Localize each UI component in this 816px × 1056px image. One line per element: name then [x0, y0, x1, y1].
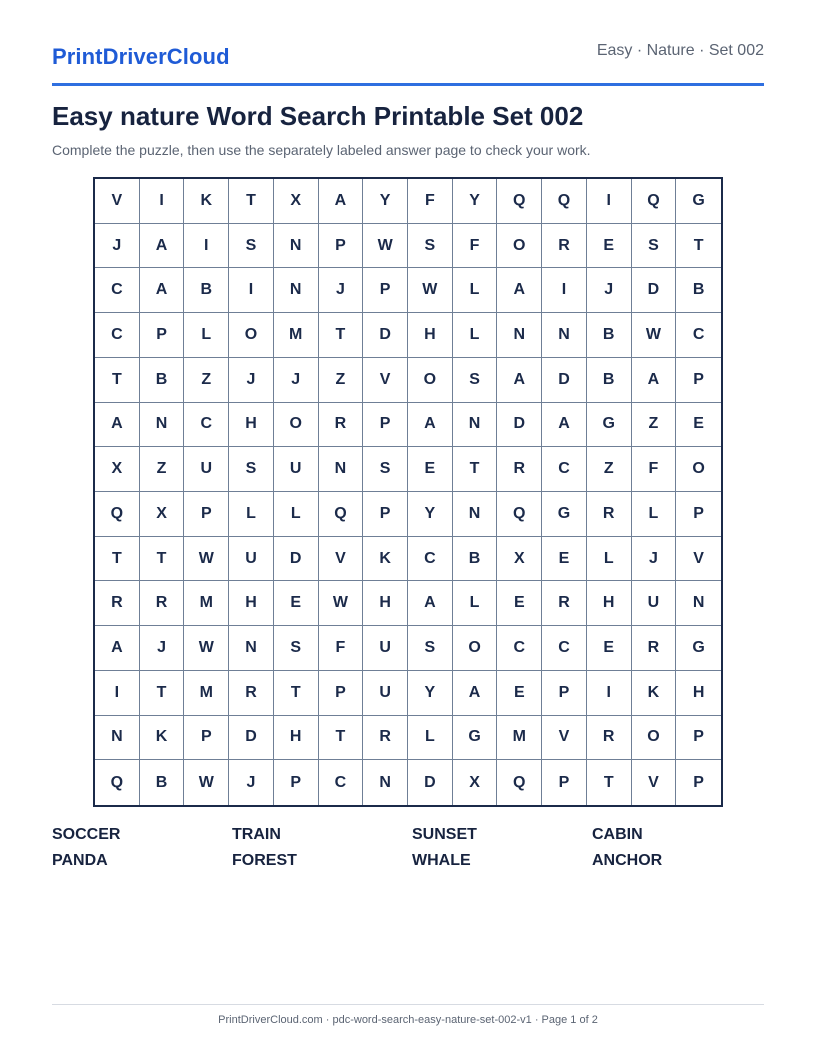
grid-cell[interactable]: O [676, 447, 721, 492]
grid-cell[interactable]: N [274, 268, 319, 313]
grid-cell[interactable]: Y [363, 179, 408, 224]
word-list-item: TRAIN [232, 826, 281, 843]
grid-cell[interactable]: A [408, 581, 453, 626]
grid-cell[interactable]: C [542, 447, 587, 492]
grid-cell[interactable]: V [542, 716, 587, 761]
grid-cell[interactable]: E [542, 537, 587, 582]
grid-cell[interactable]: O [274, 403, 319, 448]
grid-cell[interactable]: P [693, 773, 704, 791]
grid-cell[interactable]: E [676, 403, 721, 448]
grid-cell[interactable]: X [95, 447, 140, 492]
grid-cell[interactable]: O [497, 224, 542, 269]
grid-cell[interactable]: J [140, 626, 185, 671]
grid-cell[interactable]: N [453, 403, 498, 448]
grid-cell[interactable]: H [229, 403, 274, 448]
grid-cell[interactable]: I [229, 268, 274, 313]
grid-cell[interactable]: S [632, 224, 677, 269]
grid-cell[interactable]: Q [319, 492, 364, 537]
grid-cell[interactable]: S [408, 626, 453, 671]
grid-cell[interactable]: V [319, 537, 364, 582]
grid-cell[interactable]: F [319, 626, 364, 671]
grid-cell[interactable]: F [408, 179, 453, 224]
page-footer: PrintDriverCloud.com · pdc-word-search-easy-nature-set-002-v1 · Page 1 of 2 [218, 1014, 598, 1026]
grid-cell[interactable]: A [140, 224, 185, 269]
grid-cell[interactable]: R [95, 581, 140, 626]
grid-cell[interactable]: I [587, 671, 632, 716]
grid-cell[interactable]: L [408, 716, 453, 761]
grid-cell[interactable]: T [95, 537, 140, 582]
grid-cell[interactable]: T [274, 671, 319, 716]
grid-cell[interactable]: O [453, 626, 498, 671]
grid-cell[interactable]: B [140, 358, 185, 403]
grid-cell[interactable]: A [408, 403, 453, 448]
grid-cell[interactable]: X [453, 760, 498, 805]
grid-cell[interactable]: Q [497, 179, 542, 224]
grid-cell[interactable]: C [319, 760, 364, 805]
grid-cell[interactable]: S [274, 626, 319, 671]
grid-cell[interactable]: C [408, 537, 453, 582]
grid-cell[interactable]: P [542, 671, 587, 716]
grid-cell[interactable]: G [676, 626, 721, 671]
grid-cell[interactable]: Q [497, 492, 542, 537]
grid-cell[interactable]: C [497, 626, 542, 671]
grid-cell[interactable]: B [184, 268, 229, 313]
grid-cell[interactable]: X [497, 537, 542, 582]
grid-cell[interactable]: P [184, 492, 229, 537]
grid-cell[interactable]: W [184, 537, 229, 582]
grid-cell[interactable]: D [229, 716, 274, 761]
grid-cell[interactable]: A [632, 358, 677, 403]
grid-cell[interactable]: Y [453, 179, 498, 224]
grid-cell[interactable]: Y [408, 492, 453, 537]
grid-cell[interactable]: B [587, 313, 632, 358]
grid-cell[interactable]: T [140, 671, 185, 716]
grid-cell[interactable]: N [453, 492, 498, 537]
grid-cell[interactable]: Q [542, 179, 587, 224]
grid-cell[interactable]: D [632, 268, 677, 313]
grid-cell[interactable]: F [632, 447, 677, 492]
grid-cell[interactable]: N [140, 403, 185, 448]
grid-cell[interactable]: J [95, 224, 140, 269]
grid-cell[interactable]: A [95, 626, 140, 671]
grid-cell[interactable]: W [408, 268, 453, 313]
grid-cell[interactable]: P [542, 760, 587, 805]
grid-cell[interactable]: W [184, 760, 229, 805]
grid-cell[interactable]: L [453, 313, 498, 358]
grid-cell[interactable]: J [274, 358, 319, 403]
word-list-item: PANDA [52, 852, 108, 869]
grid-cell[interactable]: S [229, 224, 274, 269]
grid-cell[interactable]: J [632, 537, 677, 582]
grid-cell[interactable]: U [229, 537, 274, 582]
grid-cell[interactable]: J [229, 358, 274, 403]
grid-cell[interactable]: E [587, 224, 632, 269]
grid-cell[interactable]: Q [95, 760, 140, 805]
grid-cell[interactable]: A [497, 358, 542, 403]
grid-cell[interactable]: I [542, 268, 587, 313]
grid-cell[interactable]: R [542, 224, 587, 269]
grid-cell[interactable]: I [184, 224, 229, 269]
grid-cell[interactable]: E [587, 626, 632, 671]
grid-cell[interactable]: T [676, 224, 721, 269]
grid-cell[interactable]: K [363, 537, 408, 582]
grid-cell[interactable]: A [542, 403, 587, 448]
grid-cell[interactable]: T [319, 716, 364, 761]
grid-cell[interactable]: O [229, 313, 274, 358]
page-title: Easy nature Word Search Printable Set 002 [52, 101, 584, 131]
grid-cell[interactable]: K [140, 716, 185, 761]
grid-cell[interactable]: J [229, 760, 274, 805]
grid-cell[interactable]: A [319, 179, 364, 224]
grid-cell[interactable]: R [363, 716, 408, 761]
grid-cell[interactable]: F [453, 224, 498, 269]
grid-cell[interactable]: O [408, 358, 453, 403]
grid-cell[interactable]: M [274, 313, 319, 358]
grid-cell[interactable]: B [140, 760, 185, 805]
grid-cell[interactable]: W [632, 313, 677, 358]
grid-cell[interactable]: H [587, 581, 632, 626]
grid-cell[interactable]: P [676, 492, 721, 537]
grid-cell[interactable]: T [453, 447, 498, 492]
grid-cell[interactable]: I [140, 179, 185, 224]
grid-cell[interactable]: Z [319, 358, 364, 403]
grid-cell[interactable]: E [274, 581, 319, 626]
grid-cell[interactable]: P [274, 760, 319, 805]
brand-logo[interactable]: PrintDriverCloud [52, 44, 230, 69]
puzzle-meta: Easy · Nature · Set 002 [596, 42, 764, 59]
grid-cell[interactable]: V [363, 358, 408, 403]
grid-cell[interactable]: I [95, 671, 140, 716]
header-divider [52, 83, 764, 86]
grid-cell[interactable]: A [140, 268, 185, 313]
grid-cell[interactable]: M [184, 581, 229, 626]
grid-cell[interactable]: L [453, 581, 498, 626]
grid-cell[interactable]: N [676, 581, 721, 626]
grid-cell[interactable]: R [632, 626, 677, 671]
grid-cell[interactable]: X [140, 492, 185, 537]
grid-cell[interactable]: H [229, 581, 274, 626]
grid-cell[interactable]: E [408, 447, 453, 492]
grid-cell[interactable]: H [363, 581, 408, 626]
grid-cell[interactable]: H [676, 671, 721, 716]
word-search-grid [93, 177, 723, 807]
grid-cell[interactable]: P [676, 716, 721, 761]
grid-cell[interactable]: U [632, 581, 677, 626]
grid-cell[interactable]: S [408, 224, 453, 269]
grid-cell[interactable]: N [363, 760, 408, 805]
grid-cell[interactable]: U [363, 626, 408, 671]
grid-cell[interactable]: C [676, 313, 721, 358]
grid-cell[interactable]: A [453, 671, 498, 716]
grid-cell[interactable]: R [140, 581, 185, 626]
grid-cell[interactable]: V [632, 760, 677, 805]
grid-cell[interactable]: P [363, 268, 408, 313]
grid-cell[interactable]: Y [408, 671, 453, 716]
grid-cell[interactable]: G [453, 716, 498, 761]
grid-cell[interactable]: B [587, 358, 632, 403]
grid-cell[interactable]: P [676, 358, 721, 403]
grid-cell[interactable]: I [587, 179, 632, 224]
grid-cell[interactable]: B [676, 268, 721, 313]
grid-cell[interactable]: R [587, 492, 632, 537]
grid-cell[interactable]: J [319, 268, 364, 313]
grid-cell[interactable]: K [184, 179, 229, 224]
grid-cell[interactable]: Z [587, 447, 632, 492]
grid-cell[interactable]: N [319, 447, 364, 492]
page-header [52, 0, 764, 86]
grid-cell[interactable]: S [363, 447, 408, 492]
word-list-item: SUNSET [412, 826, 477, 843]
grid-cell[interactable]: N [274, 224, 319, 269]
grid-cell[interactable]: R [319, 403, 364, 448]
grid-cell[interactable]: O [632, 716, 677, 761]
grid-cell[interactable]: P [140, 313, 185, 358]
grid-cell[interactable]: N [95, 716, 140, 761]
grid-cell[interactable]: A [497, 268, 542, 313]
grid-cell[interactable]: M [497, 716, 542, 761]
grid-cell[interactable]: R [587, 716, 632, 761]
grid-cell[interactable]: A [95, 403, 140, 448]
grid-cell[interactable]: E [497, 581, 542, 626]
grid-cell[interactable]: L [184, 313, 229, 358]
grid-cell[interactable]: S [453, 358, 498, 403]
word-list-item: SOCCER [52, 826, 121, 843]
grid-cell[interactable]: S [229, 447, 274, 492]
grid-cell[interactable]: C [542, 626, 587, 671]
grid-cell[interactable]: C [95, 313, 140, 358]
grid-cell[interactable]: P [319, 671, 364, 716]
word-list-item: FOREST [232, 852, 297, 869]
grid-cell[interactable]: W [319, 581, 364, 626]
grid-cell[interactable]: T [95, 358, 140, 403]
grid-cell[interactable]: L [453, 268, 498, 313]
grid-cell[interactable]: K [632, 671, 677, 716]
grid-cell[interactable]: N [497, 313, 542, 358]
grid-cell[interactable]: D [363, 313, 408, 358]
word-list-item: WHALE [412, 852, 471, 869]
grid-cell[interactable]: U [363, 671, 408, 716]
grid-cell[interactable]: E [497, 671, 542, 716]
grid-cell[interactable]: R [542, 581, 587, 626]
grid-cell[interactable]: L [229, 492, 274, 537]
grid-cell[interactable]: V [95, 179, 140, 224]
grid-cell[interactable]: R [497, 447, 542, 492]
page-subtitle: Complete the puzzle, then use the separately labeled answer page to check your work. [52, 142, 591, 158]
grid-cell[interactable]: L [274, 492, 319, 537]
grid-cell[interactable]: B [453, 537, 498, 582]
grid-cell[interactable]: L [632, 492, 677, 537]
grid-cell[interactable]: W [184, 626, 229, 671]
grid-cell[interactable]: G [676, 179, 721, 224]
grid-cell[interactable]: C [95, 268, 140, 313]
grid-cell[interactable]: T [140, 537, 185, 582]
grid-cell[interactable]: Z [140, 447, 185, 492]
grid-cell[interactable]: Q [632, 179, 677, 224]
grid-cell[interactable]: Z [184, 358, 229, 403]
grid-cell[interactable]: N [542, 313, 587, 358]
grid-cell[interactable]: Q [95, 492, 140, 537]
grid-cell[interactable]: P [184, 716, 229, 761]
grid-cell[interactable]: M [184, 671, 229, 716]
word-list-item: CABIN [592, 826, 643, 843]
grid-cell[interactable]: T [229, 179, 274, 224]
grid-cell[interactable]: Z [632, 403, 677, 448]
grid-cell[interactable]: R [229, 671, 274, 716]
grid-cell[interactable]: D [408, 760, 453, 805]
grid-cell[interactable]: D [274, 537, 319, 582]
grid-cell[interactable]: T [319, 313, 364, 358]
grid-cell[interactable]: P [363, 403, 408, 448]
grid-cell[interactable]: H [408, 313, 453, 358]
grid-cell[interactable]: D [497, 403, 542, 448]
grid-cell[interactable]: N [229, 626, 274, 671]
grid-cell[interactable]: Q [497, 760, 542, 805]
grid-cell[interactable]: C [184, 403, 229, 448]
grid-cell[interactable]: T [587, 760, 632, 805]
grid-cell[interactable]: H [274, 716, 319, 761]
grid-cell[interactable]: G [542, 492, 587, 537]
grid-cell[interactable]: W [363, 224, 408, 269]
word-list-item: ANCHOR [592, 852, 663, 869]
grid-cell[interactable]: U [184, 447, 229, 492]
grid-cell[interactable]: G [587, 403, 632, 448]
grid-cell[interactable]: L [587, 537, 632, 582]
footer-divider [52, 1004, 764, 1005]
grid-cell[interactable]: U [274, 447, 319, 492]
grid-cell[interactable]: V [676, 537, 721, 582]
grid-cell[interactable]: D [542, 358, 587, 403]
grid-cell[interactable]: X [274, 179, 319, 224]
grid-cell[interactable]: J [587, 268, 632, 313]
grid-cell[interactable]: P [319, 224, 364, 269]
grid-cell[interactable]: P [363, 492, 408, 537]
